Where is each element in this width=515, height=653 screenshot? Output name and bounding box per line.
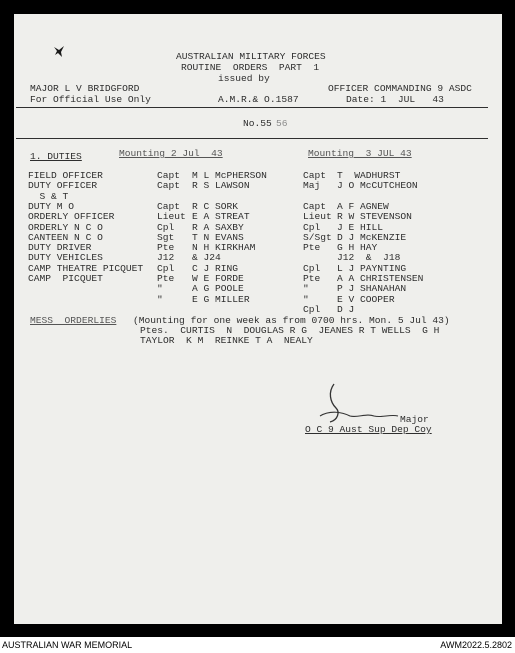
ink-mark <box>52 44 66 58</box>
duty-row-name2: P J SHANAHAN <box>337 283 407 295</box>
duty-row-duty: CANTEEN N C O <box>28 231 103 243</box>
duty-row-name1: R C SORK <box>192 200 239 212</box>
duty-row-duty: S & T <box>28 190 69 202</box>
duty-row-name2: T WADHURST <box>337 170 401 181</box>
duty-row-rank1: Capt <box>157 170 181 181</box>
duty-row-name2: D J McKENZIE <box>337 231 407 243</box>
duty-row-rank1: Cpl <box>157 221 175 233</box>
duty-row-rank1: Pte <box>157 242 175 254</box>
duty-row-rank2: " <box>303 283 309 295</box>
duty-row-rank2: Lieut <box>303 211 332 223</box>
duty-row-name2: G H HAY <box>337 242 378 254</box>
duty-row-duty: DUTY DRIVER <box>28 242 92 254</box>
duty-row-name1: R S LAWSON <box>192 180 250 192</box>
duty-row-name1: E G MILLER <box>192 293 250 305</box>
duty-row-rank2: Capt <box>303 200 327 212</box>
footer-institution: AUSTRALIAN WAR MEMORIAL <box>2 640 133 650</box>
duty-row-name2: J O McCUTCHEON <box>337 180 418 192</box>
duty-row-rank2: Maj <box>303 180 321 192</box>
duty-row-name2: R W STEVENSON <box>337 211 412 223</box>
header-rule-bottom <box>16 138 488 139</box>
duty-row-rank1: J12 <box>157 252 175 264</box>
duty-row-rank1: Cpl <box>157 262 175 274</box>
duty-row-rank2: Cpl <box>303 262 321 274</box>
mounting-date-2: Mounting 3 JUL 43 <box>308 148 412 159</box>
header-issuer: MAJOR L V BRIDGFORD <box>30 83 140 94</box>
duty-row-name2: A A CHRISTENSEN <box>337 273 424 284</box>
duty-row-name1: T N EVANS <box>192 231 244 243</box>
duty-row-rank2: Capt <box>303 170 327 181</box>
mess-names-line-2: TAYLOR K M REINKE T A NEALY <box>140 335 313 346</box>
header-rule-top <box>16 107 488 108</box>
mess-heading: MESS ORDERLIES <box>30 315 117 326</box>
duty-row-name1: N H KIRKHAM <box>192 242 256 254</box>
header-subtitle: ROUTINE ORDERS PART 1 <box>181 62 320 73</box>
duty-row-duty: CAMP THEATRE PICQUET <box>28 262 144 274</box>
duty-row-rank1: Capt <box>157 200 181 212</box>
header-commanding-officer: OFFICER COMMANDING 9 ASDC <box>328 83 472 94</box>
duty-row-name1: R A SAXBY <box>192 221 244 233</box>
mess-names-line-1: Ptes. CURTIS N DOUGLAS R G JEANES R T WELLS G H <box>140 325 440 336</box>
signature-scrawl <box>300 380 410 428</box>
duty-row-rank1: " <box>157 283 163 295</box>
duty-row-name2: J E HILL <box>337 221 384 233</box>
footer-reference: AWM2022.5.2802 <box>440 640 512 650</box>
signature-unit: O C 9 Aust Sup Dep Coy <box>305 424 432 435</box>
duty-row-rank2: S/Sgt <box>303 231 332 243</box>
duty-row-name1: W E FORDE <box>192 273 244 284</box>
header-amr-reference: A.M.R.& O.1587 <box>218 94 299 105</box>
duty-row-name1: C J RING <box>192 262 239 274</box>
duty-row-rank2: " <box>303 293 309 305</box>
duty-row-duty: ORDERLY OFFICER <box>28 211 115 223</box>
duty-row-duty: FIELD OFFICER <box>28 170 103 181</box>
duty-row-name1: A G POOLE <box>192 283 244 295</box>
duties-heading: 1. DUTIES <box>30 151 82 162</box>
archive-footer <box>0 637 515 653</box>
duty-row-rank1: Sgt <box>157 231 175 243</box>
duty-row-rank2: Pte <box>303 242 321 254</box>
duty-row-name1: M L McPHERSON <box>192 170 267 181</box>
duty-row-name2: D J <box>337 303 355 315</box>
duty-row-name2: L J PAYNTING <box>337 262 407 274</box>
duty-row-rank2: Cpl <box>303 303 321 315</box>
duty-row-rank2: Cpl <box>303 221 321 233</box>
header-classification: For Official Use Only <box>30 94 151 105</box>
order-number-note: 56 <box>276 118 288 129</box>
duty-row-duty: DUTY OFFICER <box>28 180 98 192</box>
duty-row-name1: E A STREAT <box>192 211 250 223</box>
duty-row-rank1: Lieut <box>157 211 186 223</box>
duty-row-duty: DUTY VEHICLES <box>28 252 103 264</box>
duty-row-duty: CAMP PICQUET <box>28 273 103 284</box>
header-title: AUSTRALIAN MILITARY FORCES <box>176 51 326 62</box>
mounting-date-1: Mounting 2 Jul 43 <box>119 148 223 159</box>
mess-note: (Mounting for one week as from 0700 hrs. Mon. 5 Jul 43) <box>133 315 450 326</box>
duty-row-name2: A F AGNEW <box>337 200 389 212</box>
duty-row-rank1: " <box>157 293 163 305</box>
header-issued-by: issued by <box>218 73 270 84</box>
duty-row-duty: ORDERLY N C O <box>28 221 103 233</box>
duty-row-duty: DUTY M O <box>28 200 75 212</box>
signature-rank: Major <box>400 414 429 425</box>
duty-row-name2: J12 & J18 <box>337 252 401 264</box>
duty-row-rank1: Capt <box>157 180 181 192</box>
duty-row-rank1: Pte <box>157 273 175 284</box>
duty-row-rank2: Pte <box>303 273 321 284</box>
duty-row-name2: E V COOPER <box>337 293 395 305</box>
header-date: Date: 1 JUL 43 <box>346 94 444 105</box>
duty-row-name1: & J24 <box>192 252 221 264</box>
order-number: No.55 <box>243 118 272 129</box>
